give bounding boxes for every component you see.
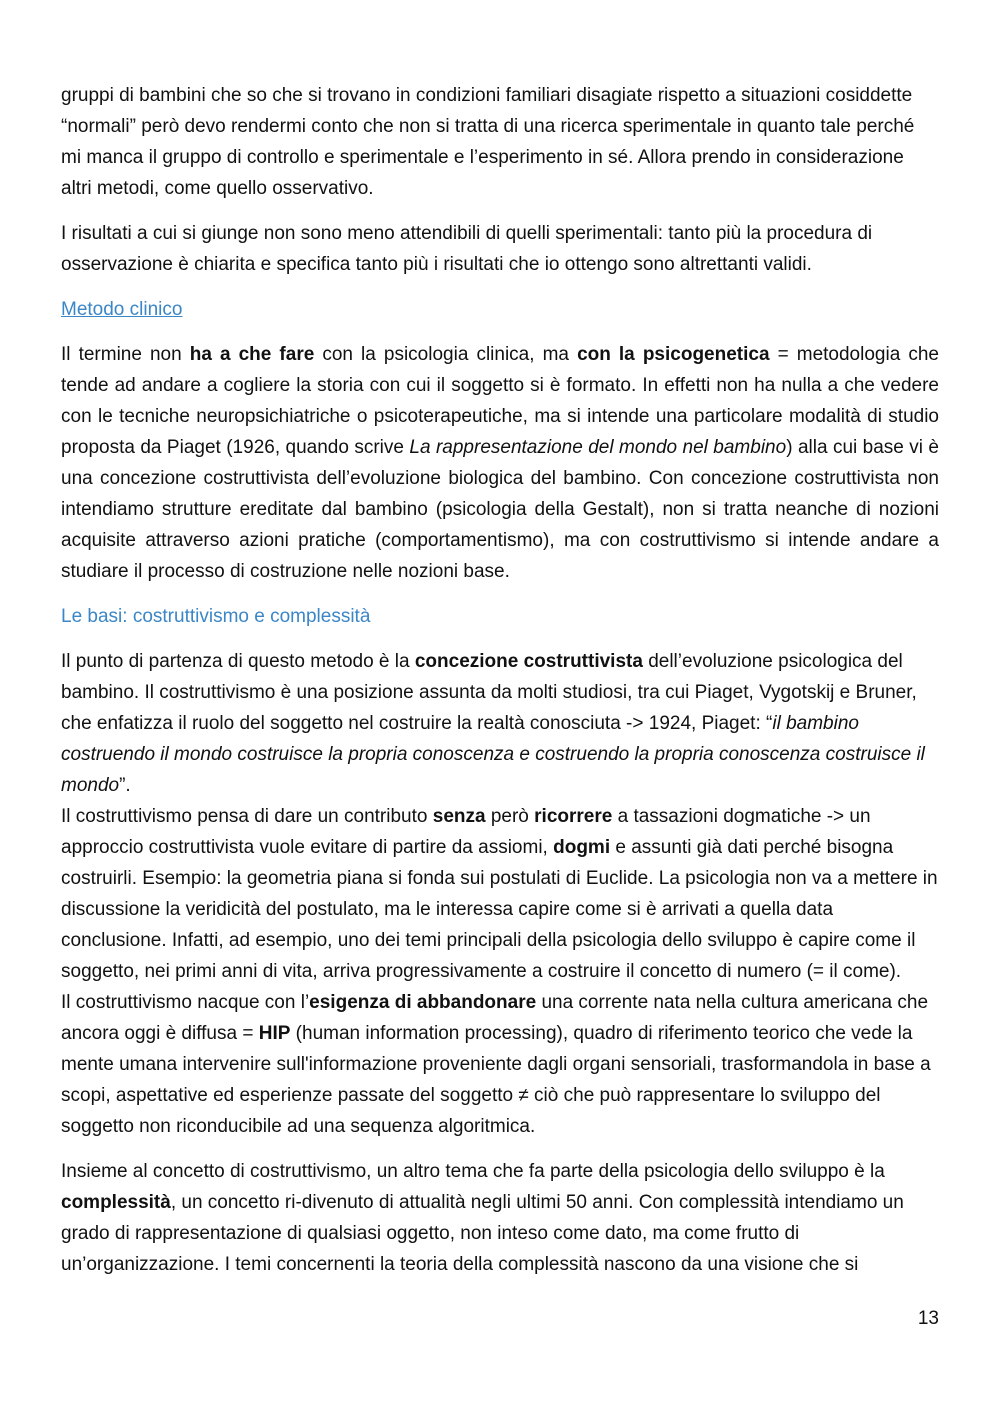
bold-text: ricorrere — [534, 806, 613, 827]
paragraph-metodo-clinico — [61, 339, 939, 587]
text-span: Il termine non — [61, 344, 190, 365]
bold-text: dogmi — [553, 837, 611, 858]
page-number: 13 — [917, 1308, 939, 1329]
bold-text: senza — [432, 806, 486, 827]
text-span: ”. — [119, 775, 131, 796]
text-span: e assunti già dati perché bisogna costruirli. Esempio: la geometria piana si fonda sui postulati di Euclide. La psicologia non va a mettere in discussione la veridicità del postulato, ma le interessa capire come si è arrivati a quella data conclusione. Infatti, ad esempio, uno dei temi principali della psicologia dello sviluppo è capire come il soggetto, nei primi anni di vita, arriva progressivamente a costruire il concetto di numero (= il come). — [61, 837, 938, 982]
bold-text: esigenza di abbandonare — [309, 992, 537, 1013]
text-span: Il punto di partenza di questo metodo è la — [61, 651, 415, 672]
italic-title: La rappresentazione del mondo nel bambino — [409, 437, 787, 458]
paragraph-1: gruppi di bambini che so che si trovano in condizioni familiari disagiate rispetto a situazioni cosiddette “normali” però devo rendermi conto che non si tratta di una ricerca sperimentale in quanto tale perché mi manca il gruppo di controllo e sperimentale e l’esperimento in sé. Allora prendo in considerazione altri metodi, come quello osservativo. — [61, 85, 915, 199]
heading-le-basi: Le basi: costruttivismo e complessità — [61, 606, 371, 627]
paragraph-hip — [61, 987, 939, 1142]
text-span: = metodologia che tende ad andare a cogliere la storia con cui il soggetto si è formato. In effetti non ha nulla a che vedere con le tecniche neuropsichiatriche o psicoterapeutiche, ma si intende una particolare modalità di studio proposta da Piaget (1926, quando scrive — [61, 344, 939, 458]
text-span: una corrente nata nella cultura americana che ancora oggi è diffusa = — [61, 992, 929, 1044]
text-span: (human information processing), quadro di riferimento teorico che vede la mente umana intervenire sull'informazione proveniente dagli organi sensoriali, trasformandola in base a scopi, aspettative ed esperienze passate del soggetto ≠ ciò che può rappresentare lo sviluppo del soggetto non riconducibile ad una sequenza algoritmica. — [61, 1023, 931, 1137]
bold-text: complessità — [61, 1192, 171, 1213]
text-span: , un concetto ri-divenuto di attualità negli ultimi 50 anni. Con complessità intendiamo un grado di rappresentazione di qualsiasi oggetto, non inteso come dato, ma come frutto di un’organizzazione. I temi concernenti la teoria della complessità nascono da una visione che si — [61, 1192, 904, 1275]
text-span: a tassazioni dogmatiche -> un approccio costruttivista vuole evitare di partire da assiomi, — [61, 806, 871, 858]
text-span: però — [485, 806, 535, 827]
bold-text: concezione costruttivista — [414, 651, 643, 672]
text-span: con la psicologia clinica, ma — [314, 344, 578, 365]
text-span: dell’evoluzione psicologica del bambino. Il costruttivismo è una posizione assunta da molti studiosi, tra cui Piaget, Vygotskij e Bruner, che enfatizza il ruolo del soggetto nel costruire la realtà conosciuta -> 1924, Piaget: “ — [61, 651, 917, 734]
heading-metodo-clinico[interactable]: Metodo clinico — [61, 299, 183, 320]
paragraph-2: I risultati a cui si giunge non sono meno attendibili di quelli sperimentali: tanto più la procedura di osservazione è chiarita e specifica tanto più i risultati che io ottengo sono altrettanti validi. — [61, 223, 873, 275]
bold-text: ha a che fare — [189, 344, 315, 365]
italic-quote: il bambino costruendo il mondo costruisce la propria conoscenza e costruendo la propria conoscenza costruisce il mondo — [61, 713, 925, 796]
paragraph-costruttivismo — [61, 646, 939, 801]
text-span: Il costruttivismo pensa di dare un contributo — [61, 806, 433, 827]
paragraph-complessita — [61, 1156, 939, 1280]
text-span: Insieme al concetto di costruttivismo, un altro tema che fa parte della psicologia dello sviluppo è la — [61, 1161, 885, 1182]
paragraph-contributo — [61, 801, 939, 987]
text-span: ) alla cui base vi è una concezione costruttivista dell’evoluzione biologica del bambino. Con concezione costruttivista non intendiamo strutture ereditate dal bambino (psicologia della Gestalt), non si tratta neanche di nozioni acquisite attraverso azioni pratiche (comportamentismo), ma con costruttivismo si intende andare a studiare il processo di costruzione nelle nozioni base. — [61, 437, 939, 582]
bold-text: con la psicogenetica — [577, 344, 770, 365]
bold-text: HIP — [258, 1023, 291, 1044]
document-page — [61, 80, 939, 1294]
text-span: Il costruttivismo nacque con l’ — [61, 992, 310, 1013]
